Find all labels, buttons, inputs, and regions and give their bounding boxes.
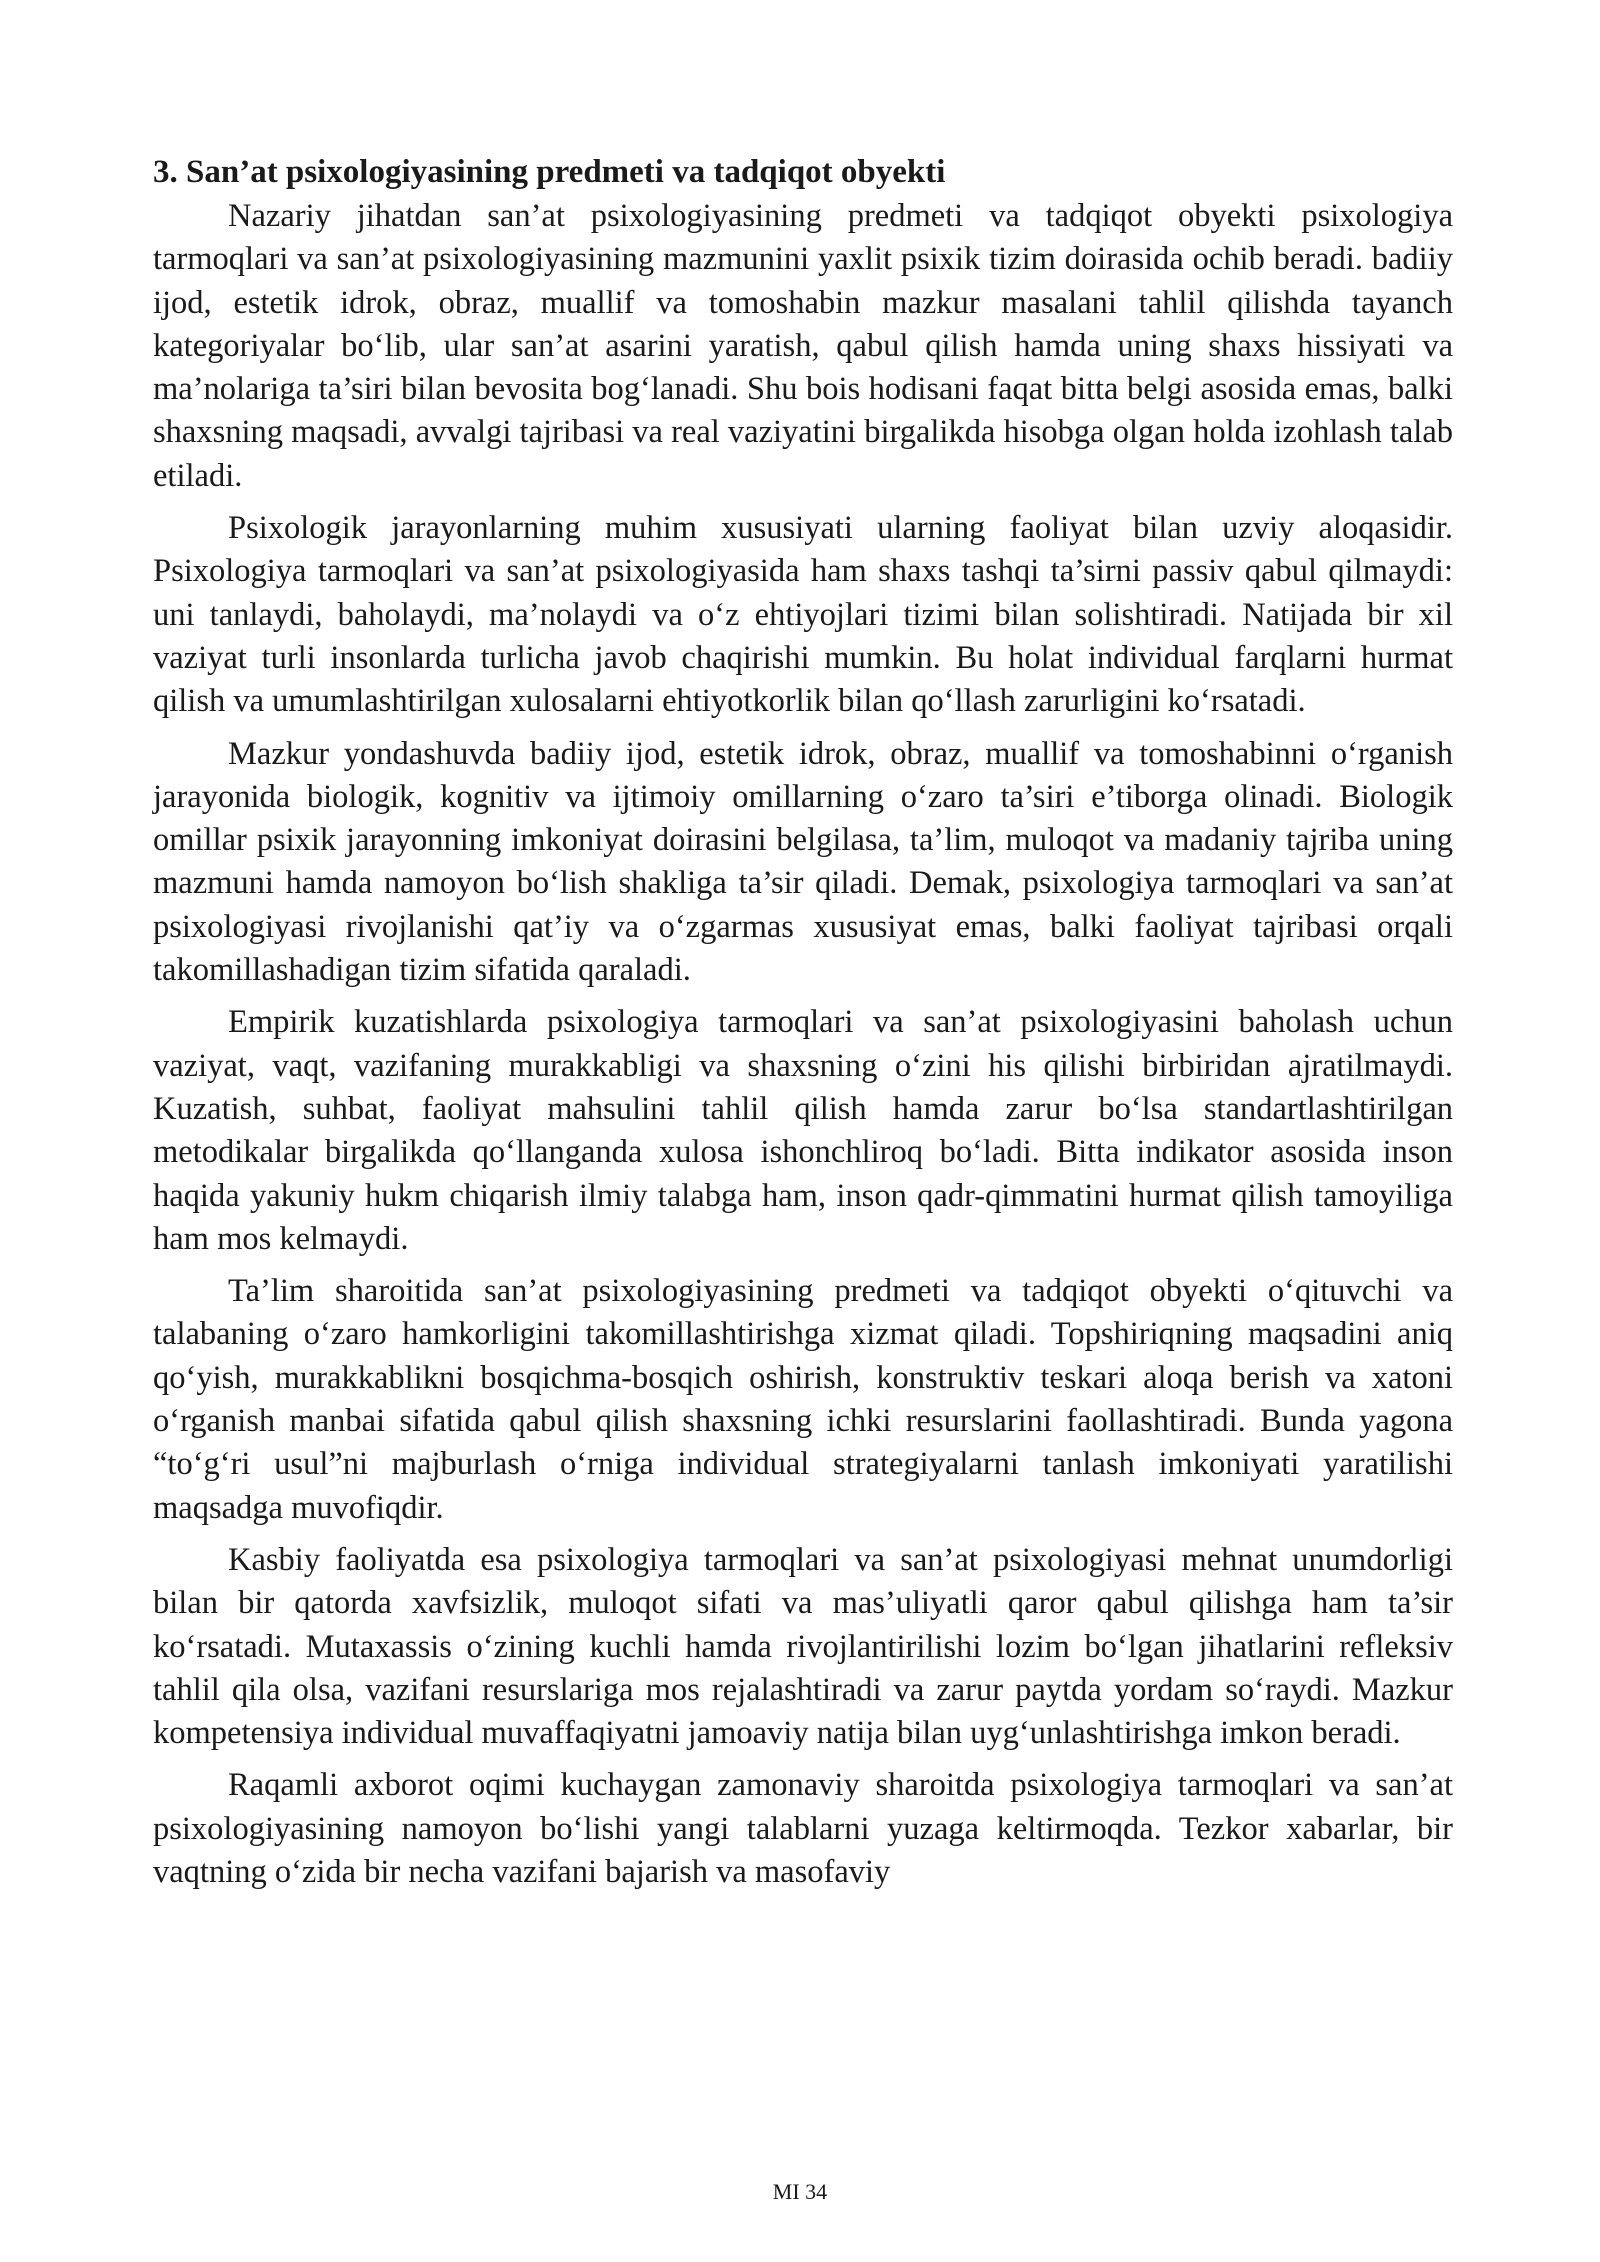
section-heading: 3. San’at psixologiyasining predmeti va tadqiqot obyekti — [153, 154, 946, 190]
paragraph-1: Nazariy jihatdan san’at psixologiyasining predmeti va tadqiqot obyekti psixologiya tarmoqlari va san’at psixologiyasining mazmunini yaxlit psixik tizim doirasida ochib beradi. badiiy ijod, estetik idrok, obraz, muallif va tomoshabin mazkur masalani tahlil qilishda tayanch kategoriyalar bo‘lib, ular san’at asarini yaratish, qabul qilish hamda uning shaxs hissiyati va ma’nolariga ta’siri bilan bevosita bog‘lanadi. Shu bois hodisani faqat bitta belgi asosida emas, balki shaxsning maqsadi, avvalgi tajribasi va real vaziyatini birgalikda hisobga olgan holda izohlash talab etiladi. — [153, 198, 1453, 494]
paragraph-4: Empirik kuzatishlarda psixologiya tarmoqlari va san’at psixologiyasini baholash uchun vaziyat, vaqt, vazifaning murakkabligi va shaxsning o‘zini his qilishi birbiridan ajratilmaydi. Kuzatish, suhbat, faoliyat mahsulini tahlil qilish hamda zarur bo‘lsa standartlashtirilgan metodikalar birgalikda qo‘llanganda xulosa ishonchliroq bo‘ladi. Bitta indikator asosida inson haqida yakuniy hukm chiqarish ilmiy talabga ham, inson qadr-qimmatini hurmat qilish tamoyiliga ham mos kelmaydi. — [153, 1004, 1453, 1257]
paragraph-6: Kasbiy faoliyatda esa psixologiya tarmoqlari va san’at psixologiyasi mehnat unumdorligi bilan bir qatorda xavfsizlik, muloqot sifati va mas’uliyatli qaror qabul qilishga ham ta’sir ko‘rsatadi. Mutaxassis o‘zining kuchli hamda rivojlantirilishi lozim bo‘lgan jihatlarini refleksiv tahlil qila olsa, vazifani resurslariga mos rejalashtiradi va zarur paytda yordam so‘raydi. Mazkur kompetensiya individual muvaffaqiyatni jamoaviy natija bilan uyg‘unlashtirishga imkon beradi. — [153, 1541, 1453, 1752]
page-number: MI 34 — [772, 2179, 828, 2204]
paragraph-3: Mazkur yondashuvda badiiy ijod, estetik idrok, obraz, muallif va tomoshabinni o‘rganish jarayonida biologik, kognitiv va ijtimoiy omillarning o‘zaro ta’siri e’tiborga olinadi. Biologik omillar psixik jarayonning imkoniyat doirasini belgilasa, ta’lim, muloqot va madaniy tajriba uning mazmuni hamda namoyon bo‘lish shakliga ta’sir qiladi. Demak, psixologiya tarmoqlari va san’at psixologiyasi rivojlanishi qat’iy va o‘zgarmas xususiyat emas, balki faoliyat tajribasi orqali takomillashadigan tizim sifatida qaraladi. — [153, 735, 1453, 989]
paragraph-5: Ta’lim sharoitida san’at psixologiyasining predmeti va tadqiqot obyekti o‘qituvchi va talabaning o‘zaro hamkorligini takomillashtirishga xizmat qiladi. Topshiriqning maqsadini aniq qo‘yish, murakkablikni bosqichma-bosqich oshirish, konstruktiv teskari aloqa berish va xatoni o‘rganish manbai sifatida qabul qilish shaxsning ichki resurslarini faollashtiradi. Bunda yagona “to‘g‘ri usul”ni majburlash o‘rniga individual strategiyalarni tanlash imkoniyati yaratilishi maqsadga muvofiqdir. — [153, 1273, 1453, 1526]
paragraph-7: Raqamli axborot oqimi kuchaygan zamonaviy sharoitda psixologiya tarmoqlari va san’at psixologiyasining namoyon bo‘lishi yangi talablarni yuzaga keltirmoqda. Tezkor xabarlar, bir vaqtning o‘zida bir necha vazifani bajarish va masofaviy — [153, 1767, 1453, 1890]
paragraph-2: Psixologik jarayonlarning muhim xususiyati ularning faoliyat bilan uzviy aloqasidir. Psixologiya tarmoqlari va san’at psixologiyasida ham shaxs tashqi ta’sirni passiv qabul qilmaydi: uni tanlaydi, baholaydi, ma’nolaydi va o‘z ehtiyojlari tizimi bilan solishtiradi. Natijada bir xil vaziyat turli insonlarda turlicha javob chaqirishi mumkin. Bu holat individual farqlarni hurmat qilish va umumlashtirilgan xulosalarni ehtiyotkorlik bilan qo‘llash zarurligini ko‘rsatadi. — [153, 510, 1453, 720]
page-body — [153, 150, 1453, 1903]
